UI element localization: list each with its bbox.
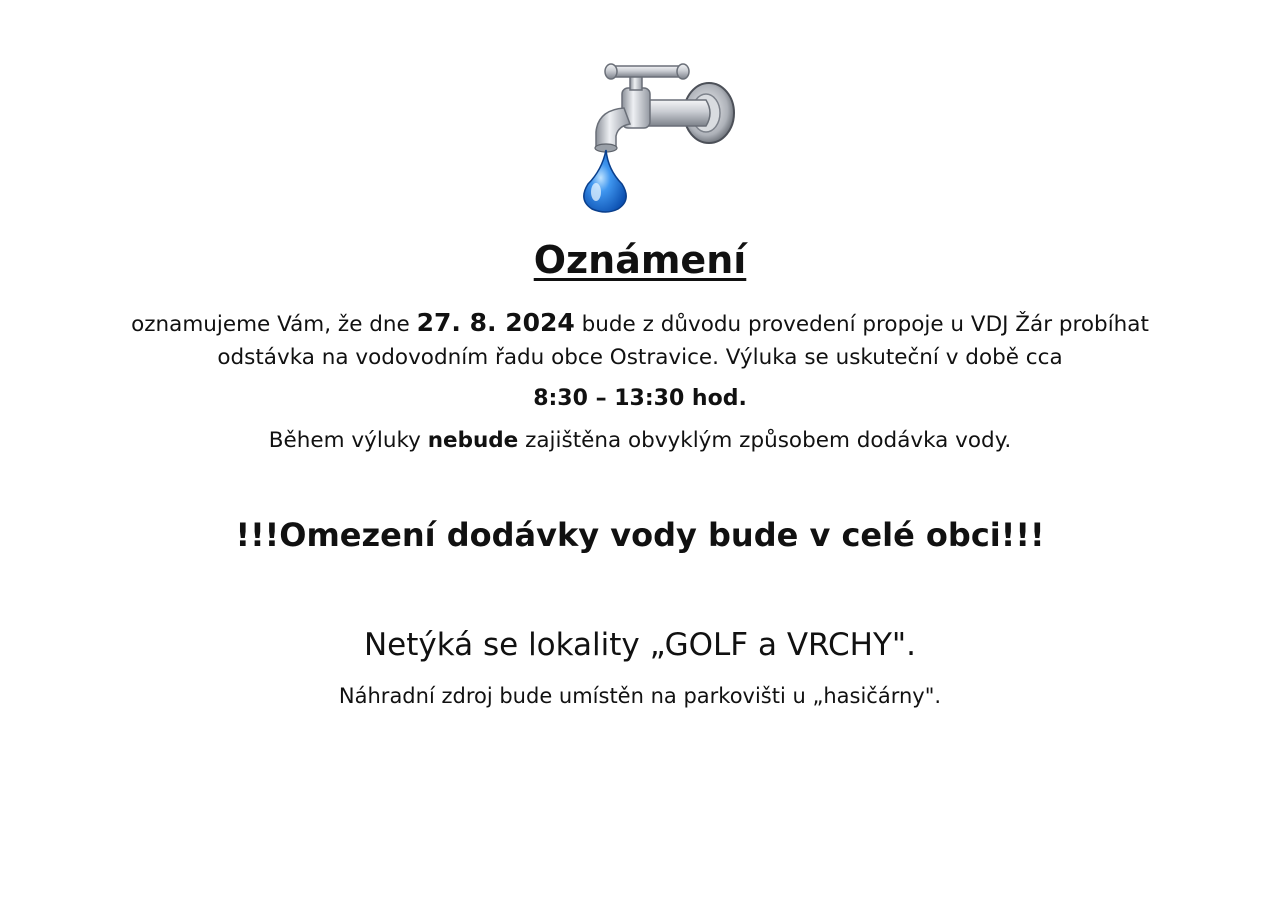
page-title: Oznámení [533, 238, 747, 282]
intro-text-before-date: oznamujeme Vám, že dne [131, 312, 417, 337]
intro-line-2: odstávka na vodovodním řadu obce Ostravice. Výluka se uskuteční v době cca [217, 345, 1063, 370]
intro-paragraph [0, 306, 1280, 374]
intro-line-1 [0, 306, 1280, 341]
outage-date: 27. 8. 2024 [416, 308, 575, 337]
during-text-bold: nebude [427, 428, 519, 453]
water-faucet-icon [574, 58, 744, 213]
outage-time: 8:30 – 13:30 hod. [533, 386, 747, 411]
during-outage-text [0, 428, 1280, 453]
during-text-before: Během výluky [268, 428, 428, 453]
during-text-after: zajištěna obvyklým způsobem dodávka vody. [518, 428, 1012, 453]
warning-text: !!!Omezení dodávky vody bude v celé obci!!! [235, 516, 1045, 554]
intro-text-after-date: bude z důvodu provedení propoje u VDJ Žár probíhat [574, 312, 1149, 337]
exception-text: Netýká se lokality „GOLF a VRCHY". [363, 627, 917, 663]
replacement-source-text: Náhradní zdroj bude umístěn na parkovišti u „hasičárny". [338, 684, 942, 708]
